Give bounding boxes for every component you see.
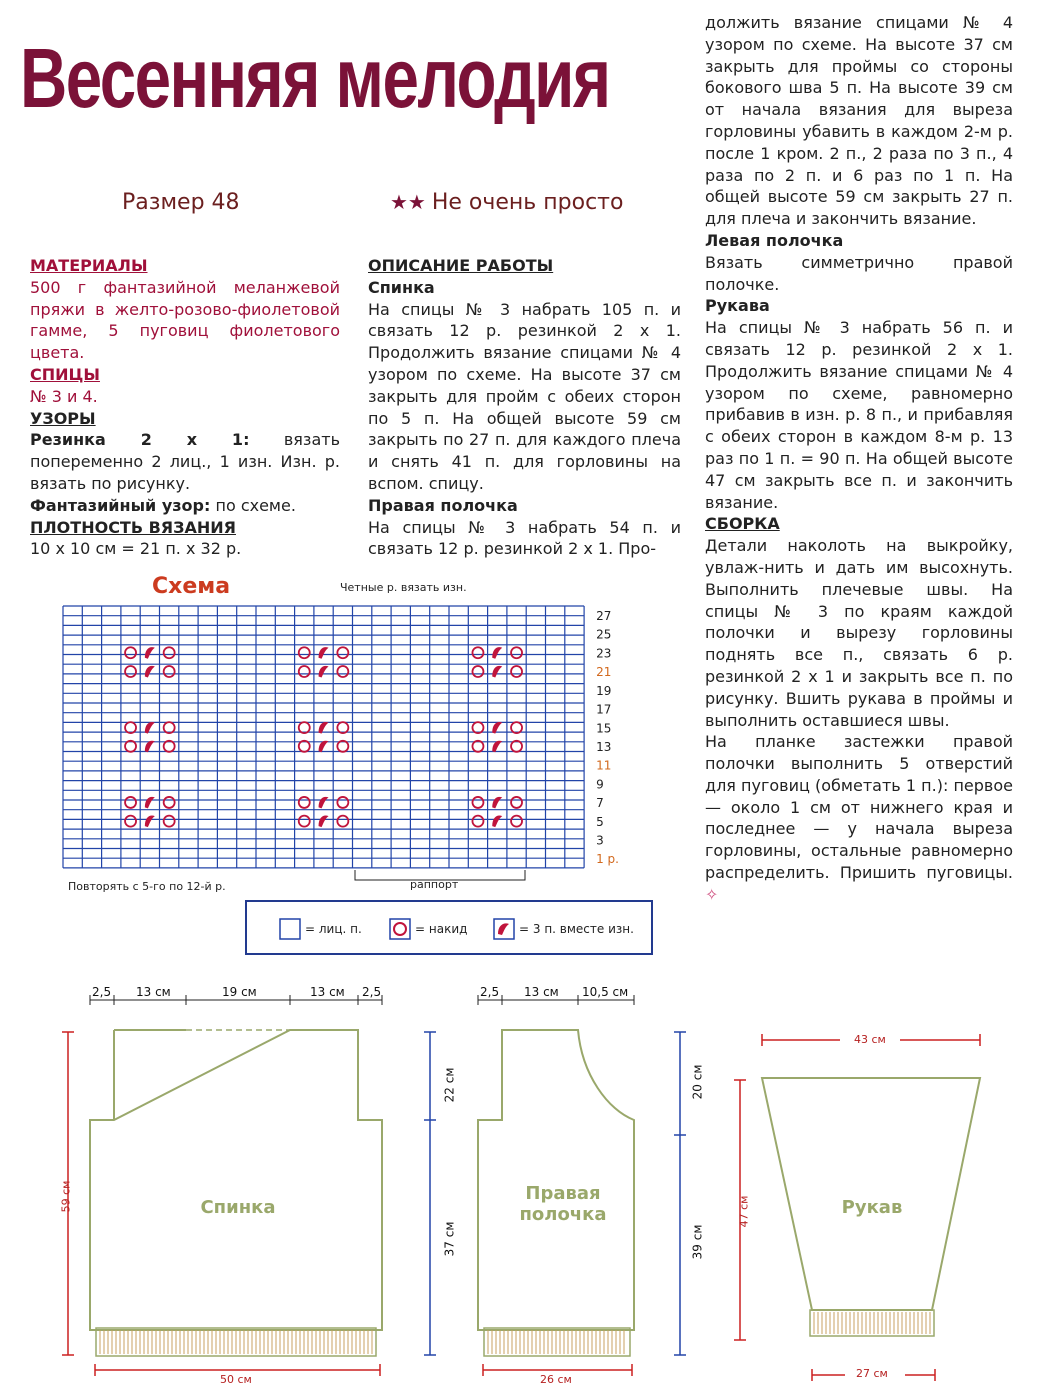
yarn-over-symbol xyxy=(472,741,483,752)
yarn-over-symbol xyxy=(511,741,522,752)
yarn-over-symbol xyxy=(337,722,348,733)
yarn-over-symbol xyxy=(472,722,483,733)
k3tog-symbol xyxy=(319,666,329,678)
sleeve-top-width: 43 см xyxy=(854,1033,886,1046)
end-mark-icon: ✧ xyxy=(705,884,719,904)
yarn-over-symbol xyxy=(337,816,348,827)
row-number: 25 xyxy=(596,627,612,642)
front-dim-2: 13 см xyxy=(524,985,559,999)
k3tog-symbol xyxy=(492,666,502,678)
assembly-heading: СБОРКА xyxy=(705,514,780,534)
legend xyxy=(245,900,653,955)
row-number: 27 xyxy=(596,609,612,624)
knit-stitch-icon xyxy=(279,918,301,940)
materials-column xyxy=(30,255,340,560)
difficulty-label: Не очень просто xyxy=(431,190,624,215)
difficulty-stars-icon: ★★ xyxy=(390,190,426,214)
back-lower-height: 37 см xyxy=(442,1221,457,1257)
yarn-over-symbol xyxy=(164,741,175,752)
front-dim-1: 2,5 xyxy=(480,985,500,999)
front-upper-height: 20 см xyxy=(690,1064,705,1100)
front-bottom-width: 26 см xyxy=(540,1373,572,1386)
yarn-over-symbol xyxy=(125,741,136,752)
difficulty xyxy=(390,190,623,215)
left-front-text: Вязать симметрично правой полочке. xyxy=(705,252,1013,294)
fancy-pattern-label: Фантазийный узор: xyxy=(30,495,211,515)
k3tog-symbol xyxy=(145,797,155,809)
back-label: Спинка xyxy=(200,1197,276,1218)
yarn-over-symbol xyxy=(511,816,522,827)
yarn-over-symbol xyxy=(337,666,348,677)
back-dim-4: 13 см xyxy=(310,985,345,999)
right-front-heading: Правая полочка xyxy=(368,495,518,515)
back-upper-height: 22 см xyxy=(442,1067,457,1103)
materials-text: 500 г фантазийной меланжевой пряжи в желто-розово-фиолетовой гамме, 5 пуговиц фиолетового цвета. xyxy=(30,277,340,363)
grid-lines xyxy=(63,606,584,868)
back-pattern xyxy=(62,995,436,1376)
scheme-note: Четные р. вязать изн. xyxy=(340,581,467,594)
yarn-over-symbol xyxy=(125,816,136,827)
yarn-over-symbol xyxy=(125,797,136,808)
yarn-over-symbol xyxy=(299,666,310,677)
k3tog-symbol xyxy=(145,741,155,753)
front-dim-3: 10,5 см xyxy=(582,985,629,999)
yarn-over-symbol xyxy=(164,797,175,808)
row-number: 15 xyxy=(596,721,612,736)
sleeve-label: Рукав xyxy=(841,1197,903,1218)
needles-text: № 3 и 4. xyxy=(30,386,98,406)
k3tog-symbol xyxy=(319,647,329,659)
k3tog-symbol xyxy=(492,797,502,809)
size-label: Размер 48 xyxy=(122,190,240,215)
k3tog-symbol xyxy=(492,647,502,659)
k3tog-symbol xyxy=(319,816,329,828)
yarn-over-symbol xyxy=(472,647,483,658)
page-title: Весенняя мелодия xyxy=(20,31,610,125)
row-number: 5 xyxy=(596,814,604,829)
back-bottom-width: 50 см xyxy=(220,1373,252,1386)
k3tog-icon xyxy=(493,918,515,940)
yarn-over-symbol xyxy=(164,666,175,677)
yarn-over-symbol xyxy=(511,666,522,677)
k3tog-symbol xyxy=(319,741,329,753)
sleeve-bottom-width: 27 см xyxy=(856,1367,888,1380)
scheme-grid xyxy=(55,598,625,888)
k3tog-symbol xyxy=(145,647,155,659)
right-front-text-2: должить вязание спицами № 4 узором по схеме. На высоте 37 см закрыть для проймы со стороны бокового шва 5 п. На высоте 39 см от начала вязания для выреза горловины убавить в каждом 2-м р. после 1 кром. 2 п., 2 раза по 3 п., 4 раза по 2 п. и 6 раз по 1 п. На общей высоте 59 см закрыть 27 п. для плеча и закончить вязание. xyxy=(705,13,1013,229)
yarn-over-symbol xyxy=(472,816,483,827)
k3tog-symbol xyxy=(145,666,155,678)
row-number: 1 р. xyxy=(596,852,619,867)
assembly-text-2: На планке застежки правой полочки выполнить 5 отверстий для пуговиц (обметать 1 п.): первое — около 1 см от нижнего края и последнее — у начала выреза горловины, остальные равномерно распределить. Пришить пуговицы. ✧ xyxy=(705,732,1013,904)
legend-knit: = лиц. п. xyxy=(305,922,362,936)
rib-pattern xyxy=(30,429,340,494)
gauge-text: 10 х 10 см = 21 п. х 32 р. xyxy=(30,539,242,559)
back-dim-3: 19 см xyxy=(222,985,257,999)
yarn-over-symbol xyxy=(472,666,483,677)
yarn-over-symbol xyxy=(337,647,348,658)
legend-yo: = накид xyxy=(415,922,468,936)
row-number: 11 xyxy=(596,758,612,773)
yarn-over-symbol xyxy=(299,797,310,808)
yarn-over-icon xyxy=(389,918,411,940)
back-height-total: 59 см xyxy=(59,1180,73,1213)
row-number: 21 xyxy=(596,665,612,680)
row-number: 7 xyxy=(596,796,604,811)
front-label: Правая полочка xyxy=(519,1183,607,1225)
assembly-text-1: Детали наколоть на выкройку, увлаж-нить и дать им высохнуть. Выполнить плечевые швы. На спицы № 3 по краям каждой полочки и вырезу горловины поднять все п., связать 6 р. резинкой 2 х 1 и закрыть все п. по рисунку. Вшить рукава в проймы и выполнить оставшиеся швы. xyxy=(705,536,1013,730)
yarn-over-symbol xyxy=(299,816,310,827)
sleeve-heading: Рукава xyxy=(705,296,770,316)
yarn-over-symbol xyxy=(511,722,522,733)
back-dim-1: 2,5 xyxy=(92,985,112,999)
yarn-over-symbol xyxy=(337,797,348,808)
row-number: 3 xyxy=(596,833,604,848)
yarn-over-symbol xyxy=(299,647,310,658)
sleeve-text: На спицы № 3 набрать 56 п. и связать 12 р. резинкой 2 х 1. Продолжить вязание спицами № 4 узором по схеме, равномерно прибавив в изн. р. 8 п., и прибавляя с обеих сторон в каждом 8-м р. 13 раз по 1 п. = 90 п. На общей высоте 47 см закрыть все п. и закончить вязание. xyxy=(705,318,1013,512)
row-number: 19 xyxy=(596,683,612,698)
needles-heading: СПИЦЫ xyxy=(30,364,100,384)
legend-k3tog: = 3 п. вместе изн. xyxy=(519,922,634,936)
sleeve-height: 47 см xyxy=(737,1195,751,1228)
right-front-text-1: На спицы № 3 набрать 54 п. и связать 12 р. резинкой 2 х 1. Про- xyxy=(368,517,681,559)
rib-pattern-label: Резинка 2 х 1: xyxy=(30,430,250,450)
yarn-over-symbol xyxy=(164,722,175,733)
front-lower-height: 39 см xyxy=(690,1224,705,1260)
yarn-over-symbol xyxy=(125,666,136,677)
k3tog-symbol xyxy=(145,816,155,828)
k3tog-symbol xyxy=(319,797,329,809)
row-number: 9 xyxy=(596,777,604,792)
yarn-over-symbol xyxy=(511,797,522,808)
continuation-column xyxy=(705,12,1013,906)
patterns-heading: УЗОРЫ xyxy=(30,408,96,428)
yarn-over-symbol xyxy=(164,647,175,658)
work-column xyxy=(368,255,681,560)
row-labels xyxy=(596,609,619,866)
back-text: На спицы № 3 набрать 105 п. и связать 12 р. резинкой 2 х 1. Продолжить вязание спицами № 4 узором по схеме. На высоте 37 см закрыть для пройм с обеих сторон по 5 п. На общей высоте 59 см закрыть по 27 п. для каждого плеча и снять 41 п. для горловины на вспом. спицу. xyxy=(368,299,681,493)
row-number: 13 xyxy=(596,739,612,754)
yarn-over-symbol xyxy=(299,722,310,733)
yarn-over-symbol xyxy=(472,797,483,808)
yarn-over-symbol xyxy=(337,741,348,752)
scheme-title: Схема xyxy=(152,574,231,599)
fancy-pattern-text: по схеме. xyxy=(210,495,296,515)
back-dim-5: 2,5 xyxy=(362,985,382,999)
rib-pattern-text: вязать попеременно 2 лиц., 1 изн. Изн. р. вязать по рисунку. xyxy=(30,430,340,493)
back-heading: Спинка xyxy=(368,277,435,297)
left-front-heading: Левая полочка xyxy=(705,230,844,250)
yarn-over-symbol xyxy=(125,647,136,658)
work-heading: ОПИСАНИЕ РАБОТЫ xyxy=(368,256,554,275)
rapport-label: раппорт xyxy=(410,878,459,891)
k3tog-symbol xyxy=(492,741,502,753)
materials-heading: МАТЕРИАЛЫ xyxy=(30,256,148,275)
yarn-over-symbol xyxy=(125,722,136,733)
repeat-note: Повторять с 5-го по 12-й р. xyxy=(68,880,226,893)
fancy-pattern xyxy=(30,495,340,517)
gauge-heading: ПЛОТНОСТЬ ВЯЗАНИЯ xyxy=(30,517,236,537)
back-dim-2: 13 см xyxy=(136,985,171,999)
yarn-over-symbol xyxy=(164,816,175,827)
k3tog-symbol xyxy=(492,816,502,828)
yarn-over-symbol xyxy=(299,741,310,752)
row-number: 17 xyxy=(596,702,612,717)
yarn-over-symbol xyxy=(511,647,522,658)
row-number: 23 xyxy=(596,646,612,661)
